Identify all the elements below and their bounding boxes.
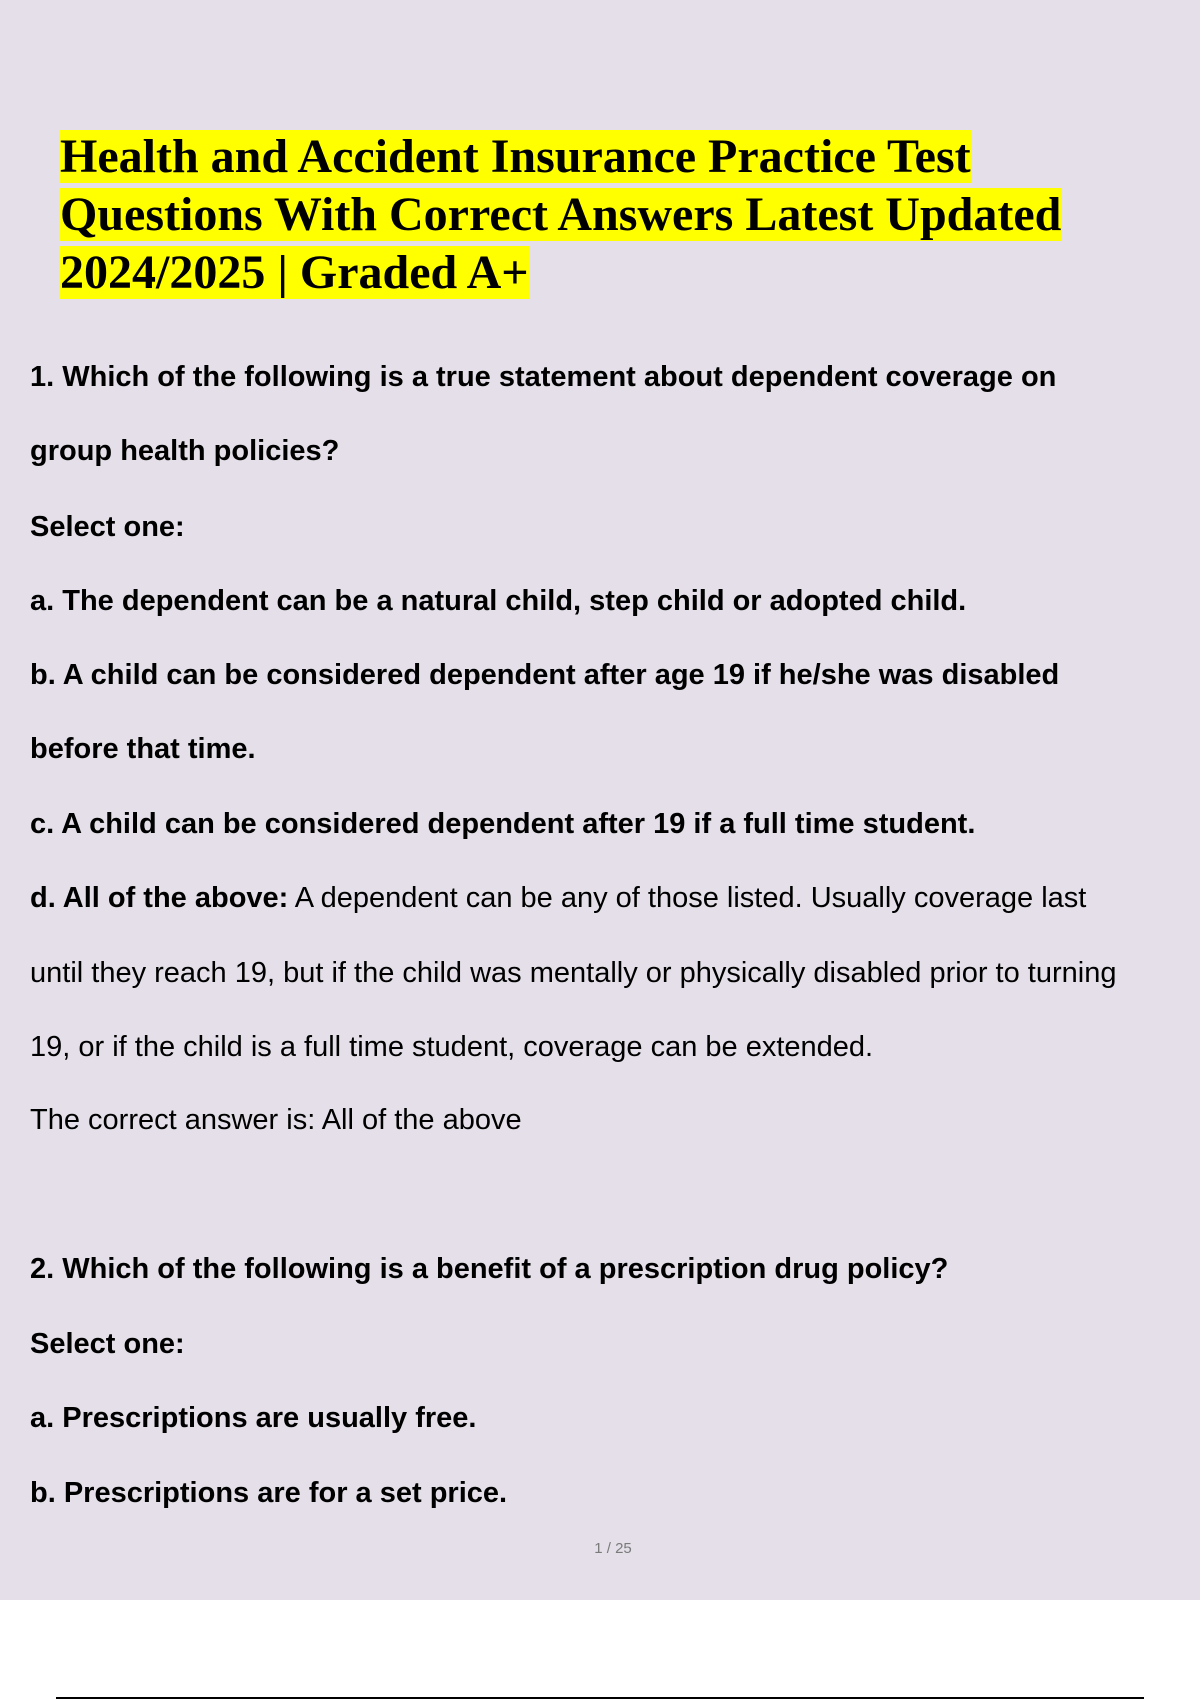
question-1-option-c: c. A child can be considered dependent after 19 if a full time student. (30, 808, 976, 840)
title-line-2: Questions With Correct Answers Latest Updated (60, 188, 1062, 241)
question-1-select-one: Select one: (30, 511, 185, 543)
question-1-option-d-label: d. All of the above: (30, 882, 289, 914)
question-1-option-b-line-2: before that time. (30, 733, 256, 765)
title-line-3: 2024/2025 | Graded A+ (60, 246, 529, 299)
question-1-stem-line-2: group health policies? (30, 435, 340, 467)
question-2-option-b: b. Prescriptions are for a set price. (30, 1477, 508, 1509)
question-2-option-a: a. Prescriptions are usually free. (30, 1402, 477, 1434)
question-1-stem-line-1: 1. Which of the following is a true statement about dependent coverage on (30, 361, 1057, 393)
title-line-1: Health and Accident Insurance Practice Test (60, 130, 971, 183)
question-1-correct-answer: The correct answer is: All of the above (30, 1104, 522, 1136)
page-number: 1 / 25 (594, 1540, 632, 1557)
question-1-option-b-line-1: b. A child can be considered dependent after age 19 if he/she was disabled (30, 659, 1060, 691)
document-title (60, 128, 1170, 302)
bottom-divider (56, 1697, 1144, 1699)
question-1-option-a: a. The dependent can be a natural child, step child or adopted child. (30, 585, 967, 617)
question-2-select-one: Select one: (30, 1328, 185, 1360)
question-1-option-d-line-3: 19, or if the child is a full time student, coverage can be extended. (30, 1031, 874, 1063)
question-2-stem: 2. Which of the following is a benefit of a prescription drug policy? (30, 1253, 949, 1285)
question-1-option-d-explanation-1: A dependent can be any of those listed. Usually coverage last (288, 882, 1087, 914)
question-1-option-d-line-1 (30, 880, 1200, 916)
question-1-option-d-line-2: until they reach 19, but if the child was mentally or physically disabled prior to turning (30, 957, 1117, 989)
